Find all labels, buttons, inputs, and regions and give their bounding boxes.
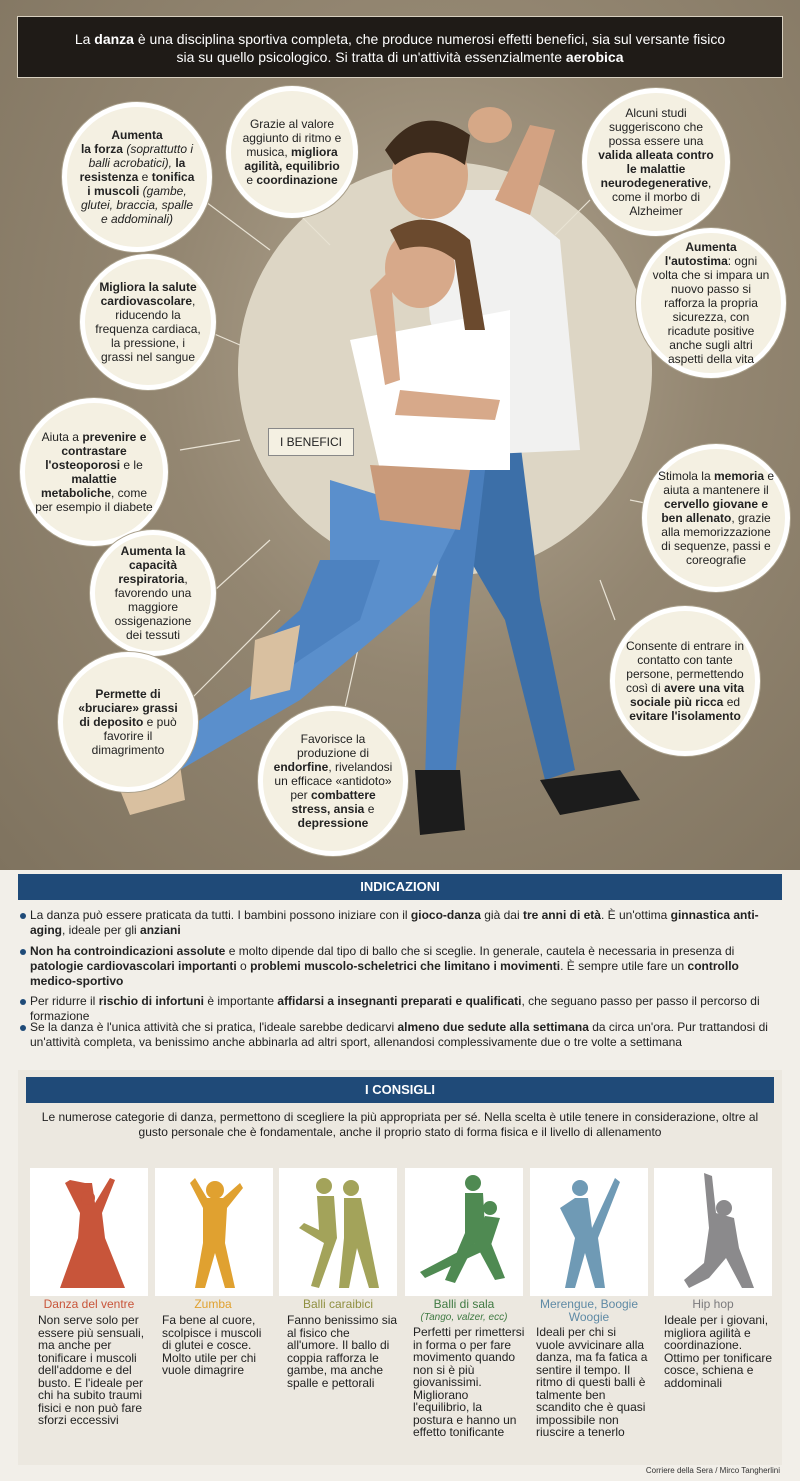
dance-description: Perfetti per rimettersi in forma o per fare movimento quando non si è più giovanissimi. Migliorano l'equilibrio, la postura e hanno un effetto tonificante	[413, 1325, 525, 1439]
dance-title: Danza del ventre	[43, 1297, 135, 1311]
zumba-dancer-silhouette	[155, 1168, 273, 1296]
benefit-memoria: Stimola la memoria e aiuta a mantenere il cervello giovane e ben allenato, grazie alla memorizzazione di sequenze, passi e coreografie	[642, 444, 790, 592]
benefit-sociale: Consente di entrare in contatto con tante persone, permettendo così di avere una vita sociale più ricca ed evitare l'isolamento	[610, 606, 760, 756]
dance-description: Non serve solo per essere più sensuali, ma anche per tonificare i muscoli dell'addome e del busto. E l'ideale per chi ha subito traumi fisici e non può fare sforzi eccessivi	[38, 1313, 145, 1427]
dance-card-zumba	[155, 1168, 273, 1296]
hiphop-dancer-silhouette	[654, 1168, 772, 1296]
benefit-respiratoria: Aumenta la capacità respiratoria, favorendo una maggiore ossigenazione dei tessuti	[90, 530, 216, 656]
dance-description: Ideali per chi si vuole avvicinare alla danza, ma fa fatica a sentire il tempo. Il ritmo di questi balli è talmente ben scandito che è quasi impossibile non riuscire a tenerlo	[536, 1325, 648, 1439]
indicazione-item: Non ha controindicazioni assolute e molto dipende dal tipo di ballo che si sceglie. In generale, cautela è necessaria in presenza di patologie cardiovascolari importanti o problemi muscolo-scheletrici che limitano i movimenti. È sempre utile fare un controllo medico-sportivo	[18, 944, 782, 989]
dance-title: Zumba	[194, 1297, 232, 1311]
benefit-neurodegenerative: Alcuni studi suggeriscono che possa essere una valida alleata contro le malattie neurodegenerative, come il morbo di Alzheimer	[582, 88, 730, 236]
dance-description: Ideale per i giovani, migliora agilità e coordinazione. Ottimo per tonificare cosce, schiena e addominali	[664, 1313, 773, 1390]
dance-card-danza-del-ventre	[30, 1168, 148, 1296]
caribbean-couple-silhouette	[279, 1168, 397, 1296]
benefit-forza: Aumenta la forza (soprattutto i balli acrobatici), la resistenza e tonifica i muscoli (gambe, glutei, braccia, spalle e addominali)	[62, 102, 212, 252]
intro-text: La	[74, 31, 95, 47]
belly-dancer-silhouette	[30, 1168, 148, 1296]
merengue-dancer-silhouette	[530, 1168, 648, 1296]
consigli-intro: Le numerose categorie di danza, permettono di scegliere la più appropriata per sé. Nella scelta è utile tenere in considerazione, oltre al gusto personale che è fondamentale, anche il proprio stato di forma fisica e il livello di allenamento	[41, 1110, 759, 1139]
intro-bold: danza	[94, 31, 134, 47]
benefici-label: I BENEFICI	[268, 428, 354, 456]
benefit-grassi: Permette di «bruciare» grassi di deposito e può favorire il dimagrimento	[58, 652, 198, 792]
dance-card-balli-caraibici	[279, 1168, 397, 1296]
credit: Corriere della Sera / Mirco Tangherlini	[645, 1466, 780, 1475]
indicazione-item: La danza può essere praticata da tutti. I bambini possono iniziare con il gioco-danza già dai tre anni di età. È un'ottima ginnastica anti-aging, ideale per gli anziani	[18, 908, 782, 938]
dance-title: Balli di sala (Tango, valzer, ecc)	[420, 1297, 508, 1323]
dance-title: Hip hop	[692, 1297, 734, 1311]
intro-bold: aerobica	[565, 49, 624, 65]
benefit-endorfine: Favorisce la produzione di endorfine, rivelandosi un efficace «antidoto» per combattere stress, ansia e depressione	[258, 706, 408, 856]
dance-description: Fanno benissimo sia al fisico che all'umore. Il ballo di coppia rafforza le gambe, ma anche spalle e pettorali	[287, 1313, 398, 1390]
consigli-header: I CONSIGLI	[26, 1077, 774, 1103]
benefit-autostima: Aumenta l'autostima: ogni volta che si impara un nuovo passo si rafforza la propria sicurezza, con ricadute positive anche sugli altri aspetti della vita	[636, 228, 786, 378]
dance-title: Merengue, Boogie Woogie	[539, 1297, 639, 1324]
dance-card-hip-hop	[654, 1168, 772, 1296]
ballroom-couple-silhouette	[405, 1168, 523, 1296]
dance-card-balli-di-sala	[405, 1168, 523, 1296]
indicazioni-header: INDICAZIONI	[18, 874, 782, 900]
intro-text: è una disciplina sportiva completa, che produce numerosi effetti benefici, sia sul versante fisico	[133, 31, 726, 47]
benefit-cardio: Migliora la salute cardiovascolare, riducendo la frequenza cardiaca, la pressione, i grassi nel sangue	[80, 254, 216, 390]
dance-title: Balli caraibici	[302, 1297, 374, 1311]
dance-card-merengue	[530, 1168, 648, 1296]
indicazione-item: Per ridurre il rischio di infortuni è importante affidarsi a insegnanti preparati e qualificati, che seguano passo per passo il percorso di formazione	[18, 994, 782, 1024]
benefit-osteoporosi: Aiuta a prevenire e contrastare l'osteoporosi e le malattie metaboliche, come per esempio il diabete	[20, 398, 168, 546]
dance-description: Fa bene al cuore, scolpisce i muscoli di glutei e cosce. Molto utile per chi vuole dimagrire	[162, 1313, 262, 1377]
indicazione-item: Se la danza è l'unica attività che si pratica, l'ideale sarebbe dedicarvi almeno due sedute alla settimana da circa un'ora. Pur trattandosi di un'attività completa, va benissimo anche abbinarla ad altri sport, allenandosi complessivamente due o tre volte a settimana	[18, 1020, 782, 1050]
benefit-agilita: Grazie al valore aggiunto di ritmo e musica, migliora agilità, equilibrio e coordinazione	[226, 86, 358, 218]
intro-text: sia su quello psicologico. Si tratta di un'attività essenzialmente	[176, 49, 566, 65]
